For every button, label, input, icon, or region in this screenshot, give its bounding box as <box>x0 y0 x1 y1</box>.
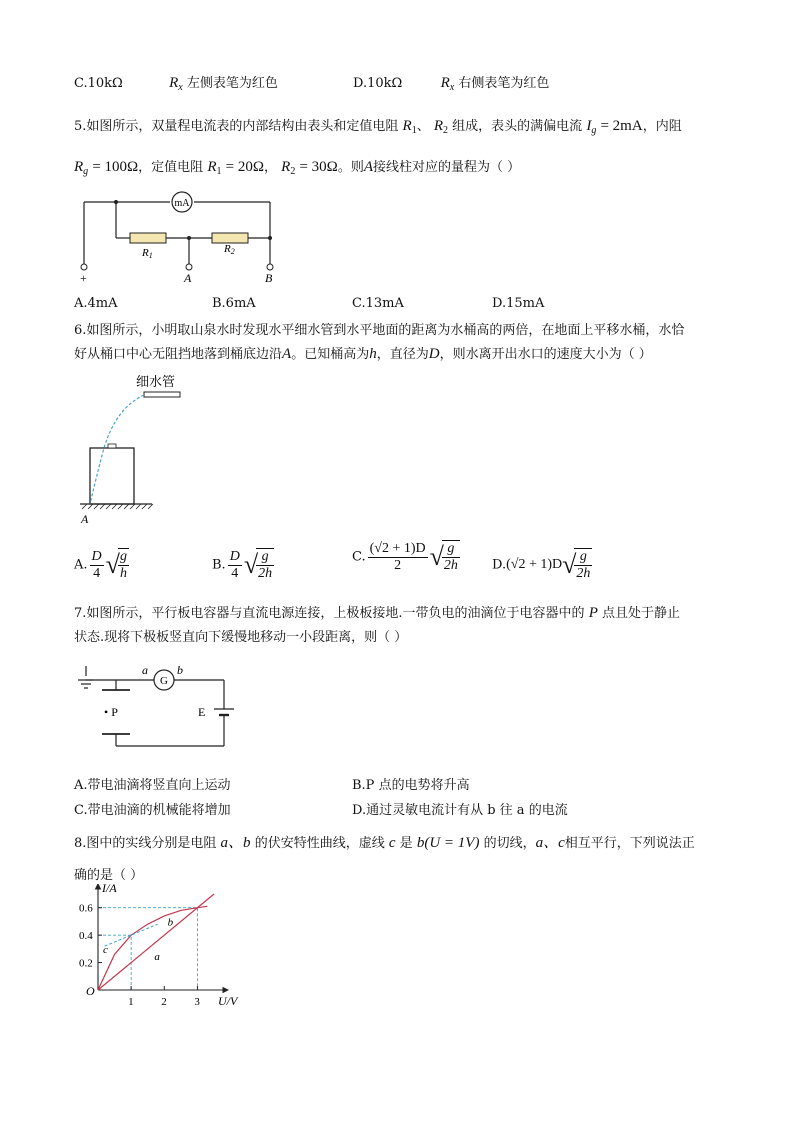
q6-option-d: D.(√2 + 1)D√ $\frac{g}{2h}$ <box>492 549 591 581</box>
label-b: b <box>177 663 183 677</box>
q6-option-b: B. $\frac{D}{4}$ √ $\frac{g}{2h}$ <box>212 548 273 581</box>
q7-option-d: D.通过灵敏电流计有从 b 往 a 的电流 <box>352 803 568 818</box>
q4-option-d-text: 右侧表笔为红色 <box>458 76 550 91</box>
q5-option-b: B.6mA <box>212 296 256 311</box>
resistor-r2-icon <box>212 233 248 243</box>
terminal-a: A <box>184 271 192 285</box>
label-p: • P <box>104 705 118 719</box>
q7-option-b: B.P 点的电势将升高 <box>352 778 470 793</box>
q7-capacitor-circuit <box>74 662 244 762</box>
q7-option-a: A.带电油滴将竖直向上运动 <box>74 778 231 793</box>
svg-text:mA: mA <box>174 198 190 209</box>
q6-option-c: C. $\frac{(√2 + 1)D}{2}$ √ $\frac{g}{2h}$ <box>352 540 458 573</box>
y-tick-label-0: 0.2 <box>79 957 93 970</box>
terminal-plus: + <box>80 271 87 285</box>
x-tick-label-1: 2 <box>161 996 167 1008</box>
q6-option-a: A. $\frac{D}{4}$ √ $\frac{g}{h}$ <box>74 548 127 581</box>
q4-option-c-text: 左侧表笔为红色 <box>186 76 278 91</box>
q5-stem-line2: $R_g = 100\Omega$，定值电阻 $R_1 = 20\Omega$， $R_2 = 30\Omega$。则A接线柱对应的量程为（ ） <box>74 159 521 177</box>
q5-option-c: C.13mA <box>352 296 404 311</box>
q7-stem-line2: 状态.现将下极板竖直向下缓慢地移动一小段距离，则（ ） <box>74 630 408 645</box>
label-r1: R1 <box>142 247 153 260</box>
q5-stem-line1: 5.如图所示，双量程电流表的内部结构由表头和定值电阻 $R_1$、 $R_2$ 组成，表头的满偏电流 $I_g = 2mA$，内阻 <box>74 118 682 136</box>
x-tick-label-0: 1 <box>128 996 134 1008</box>
q4-rx-symbol: $R_x$ <box>169 75 183 93</box>
y-axis-label: I/A <box>102 884 117 895</box>
q8-iv-chart <box>74 884 264 1008</box>
y-tick-label-1: 0.4 <box>79 930 93 943</box>
label-r2: R2 <box>224 243 235 256</box>
q4-rx-symbol-d: $R_x$ <box>440 75 455 93</box>
q7-option-c: C.带电油滴的机械能将增加 <box>74 803 231 818</box>
svg-text:G: G <box>160 675 168 687</box>
q4-option-c-label: C.10kΩ <box>74 76 123 91</box>
q7-stem-line1: 7.如图所示，平行板电容器与直流电源连接，上极板接地.一带负电的油滴位于电容器中的 P 点且处于静止 <box>74 605 681 621</box>
series-label-a: a <box>154 950 160 963</box>
series-label-b: b <box>167 916 174 929</box>
y-tick-label-2: 0.6 <box>79 902 93 915</box>
q5-option-d: D.15mA <box>492 296 545 311</box>
q8-stem-line1: 8.图中的实线分别是电阻 a、b 的伏安特性曲线，虚线 c 是 b(U = 1V) 的切线，a、c相互平行，下列说法正 <box>74 835 695 851</box>
q6-stem-line1: 6.如图所示，小明取山泉水时发现水平细水管到水平地面的距离为水桶高的两倍，在地面上平移水桶，水恰 <box>74 323 685 338</box>
q6-bucket-diagram <box>74 368 224 528</box>
q5-option-a: A.4mA <box>74 296 118 311</box>
terminal-b: B <box>265 271 273 285</box>
pipe-icon <box>144 392 180 397</box>
q8-stem-line2: 确的是（ ） <box>74 868 144 883</box>
q6-stem-line2: 好从桶口中心无阻挡地落到桶底边沿A。已知桶高为h，直径为D，则水离开出水口的速度大小为（ ） <box>74 346 652 362</box>
origin-label: O <box>86 984 95 998</box>
q4-option-d <box>353 72 549 93</box>
label-e: E <box>198 705 206 719</box>
q5-circuit-diagram <box>74 186 284 286</box>
resistor-r1-icon <box>130 233 166 243</box>
label-a: a <box>142 663 148 677</box>
x-tick-label-2: 3 <box>194 996 200 1008</box>
series-label-c: c <box>102 943 108 956</box>
q4-option-d-label: D.10kΩ <box>353 76 403 91</box>
galvanometer-icon <box>154 670 174 690</box>
x-axis-label: U/V <box>218 994 238 1008</box>
point-a-label: A <box>81 512 89 526</box>
pipe-label: 细水管 <box>136 374 176 389</box>
meter-ma-icon <box>172 192 192 212</box>
series-b <box>98 906 207 990</box>
ground-icon <box>78 680 94 688</box>
q4-options-row <box>74 72 278 93</box>
battery-icon <box>214 709 234 715</box>
